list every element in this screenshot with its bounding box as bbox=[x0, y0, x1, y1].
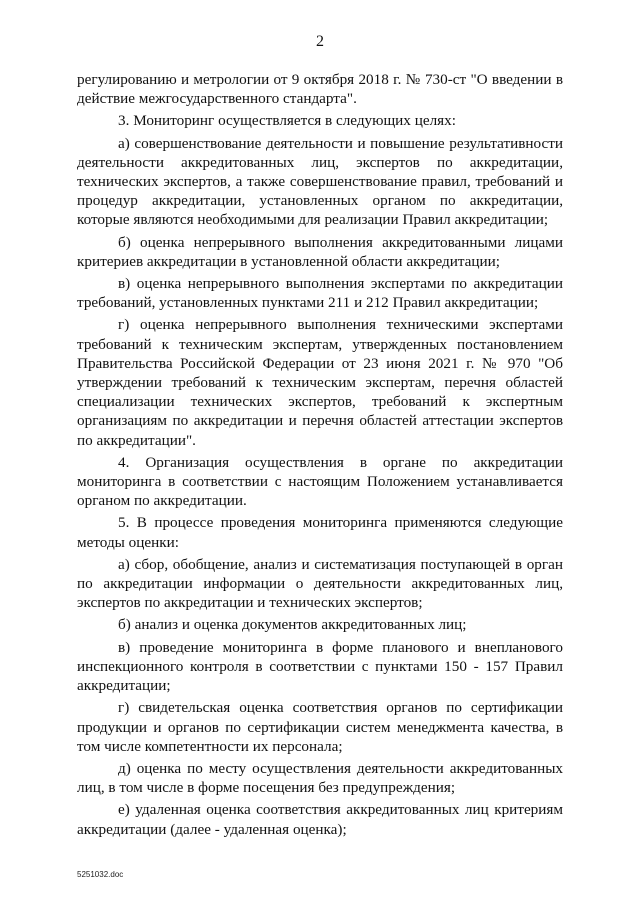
paragraph-3a: а) совершенствование деятельности и повышение результативности деятельности аккредитованных лиц, экспертов по аккредитации, технических экспертов, а также совершенствование правил, требований и процедур аккредитации, установленных органом по аккредитации, которые являются необходимыми для реализации Правил аккредитации; bbox=[77, 134, 563, 229]
paragraph-5d: д) оценка по месту осуществления деятельности аккредитованных лиц, в том числе в форме посещения без предупреждения; bbox=[77, 759, 563, 797]
paragraph-5b: б) анализ и оценка документов аккредитованных лиц; bbox=[118, 616, 467, 634]
paragraph-5v: в) проведение мониторинга в форме планового и внепланового инспекционного контроля в соответствии с пунктами 150 - 157 Правил аккредитации; bbox=[77, 638, 563, 695]
paragraph-3v: в) оценка непрерывного выполнения экспертами по аккредитации требований, установленных пунктами 211 и 212 Правил аккредитации; bbox=[77, 275, 563, 312]
page-number: 2 bbox=[316, 33, 324, 50]
paragraph-item-5: 5. В процессе проведения мониторинга применяются следующие методы оценки: bbox=[77, 514, 563, 551]
paragraph-item-3: 3. Мониторинг осуществляется в следующих целях: bbox=[118, 112, 456, 130]
paragraph-5g: г) свидетельская оценка соответствия органов по сертификации продукции и органов по сертификации систем менеджмента качества, в том числе компетентности их персонала; bbox=[77, 699, 563, 755]
paragraph-continuation: регулированию и метрологии от 9 октября 2018 г. № 730-ст "О введении в действие межгосударственного стандарта". bbox=[77, 71, 563, 108]
paragraph-3g: г) оценка непрерывного выполнения техническими экспертами требований к техническим экспертам, утвержденных постановлением Правительства Российской Федерации от 23 июня 2021 г. № 970 "Об утверждении требований к техническим экспертам, перечня областей специализации технических экспертов, требований к экспертным организациям по аккредитации и перечня областей аттестации экспертов по аккредитации". bbox=[77, 316, 563, 449]
paragraph-5e: е) удаленная оценка соответствия аккредитованных лиц критериям аккредитации (далее - удаленная оценка); bbox=[77, 801, 563, 838]
paragraph-item-4: 4. Организация осуществления в органе по аккредитации мониторинга в соответствии с настоящим Положением устанавливается органом по аккредитации. bbox=[77, 453, 563, 510]
paragraph-5a: а) сбор, обобщение, анализ и систематизация поступающей в орган по аккредитации информации о деятельности аккредитованных лиц, экспертов по аккредитации и технических экспертов; bbox=[77, 555, 563, 612]
footer-file-code: 5251032.doc bbox=[77, 870, 124, 879]
document-body bbox=[77, 70, 563, 842]
paragraph-3b: б) оценка непрерывного выполнения аккредитованными лицами критериев аккредитации в установленной области аккредитации; bbox=[77, 233, 563, 270]
